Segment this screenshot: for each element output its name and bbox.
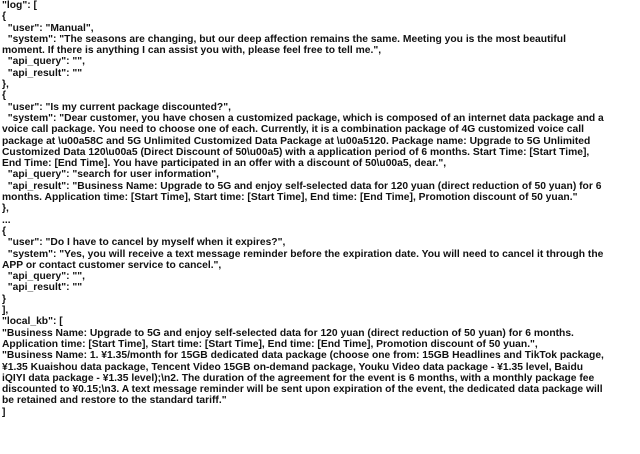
- text-line: "api_result": "": [2, 67, 83, 79]
- text-line: voice call package. You need to choose one of each. Currently, it is a combination package of 4G customized voice call: [2, 124, 584, 136]
- text-line: "system": "The seasons are changing, but our deep affection remains the same. Meeting you is the most beautiful: [2, 33, 566, 45]
- text-line: "local_kb": [: [2, 316, 63, 328]
- text-line: APP or contact customer service to cancel.",: [2, 259, 222, 271]
- text-line: "user": "Do I have to cancel by myself when it expires?",: [2, 237, 286, 249]
- text-line: Customized Data 120\u00a5 (Direct Discount of 50\u00a5) with a application period of 6 months. Start Time: [Start Time],: [2, 146, 590, 158]
- text-line: "log": [: [2, 0, 37, 11]
- text-line: "user": "Is my current package discounted?",: [2, 101, 231, 113]
- text-line: {: [2, 225, 7, 237]
- text-line: "api_query": "",: [2, 56, 86, 68]
- text-line: {: [2, 11, 7, 23]
- text-line: {: [2, 90, 7, 102]
- text-line: ...: [2, 214, 11, 226]
- text-line: },: [2, 203, 9, 215]
- text-line: "Business Name: 1. ¥1.35/month for 15GB dedicated data package (choose one from: 15GB Headlines and TikTok package,: [2, 350, 604, 362]
- text-line: months. Application time: [Start Time], Start time: [Start Time], End time: [End Time], Promotion discount of 50 yuan.": [2, 192, 578, 204]
- text-line: be retained and restore to the standard tariff.": [2, 395, 227, 407]
- text-line: "api_query": "",: [2, 271, 86, 283]
- text-line: Application time: [Start Time], Start time: [Start Time], End time: [End Time], Promotion discount of 50 yuan.",: [2, 338, 538, 350]
- text-line: "Business Name: Upgrade to 5G and enjoy self-selected data for 120 yuan (direct reduction of 50 yuan) for 6 months.: [2, 327, 574, 339]
- text-line: ¥1.35 Kuaishou data package, Tencent Video 15GB on-demand package, Youku Video data package - ¥1.35 level, Baidu: [2, 361, 584, 373]
- text-line: discounted to ¥0.15;\n3. A text message reminder will be sent upon expiration of the event, the dedicated data package will: [2, 384, 603, 396]
- text-line: "api_query": "search for user information",: [2, 169, 219, 181]
- text-line: },: [2, 79, 9, 91]
- text-line: "system": "Yes, you will receive a text message reminder before the expiration date. You will need to cancel it through the: [2, 248, 604, 260]
- text-line: "api_result": "": [2, 282, 83, 294]
- text-line: ],: [2, 305, 9, 317]
- text-line: "system": "Dear customer, you have chosen a customized package, which is composed of an internet data package and a: [2, 112, 604, 124]
- text-line: }: [2, 293, 7, 305]
- text-line: iQIYI data package - ¥1.35 level);\n2. The duration of the agreement for the event is 6 months, with a monthly package fee: [2, 372, 595, 384]
- text-line: ]: [2, 406, 6, 418]
- text-line: [2, 418, 640, 429]
- text-line: "api_result": "Business Name: Upgrade to 5G and enjoy self-selected data for 120 yuan (direct reduction of 50 yuan) for 6: [2, 180, 602, 192]
- text-line: moment. If there is anything I can assist you with, please feel free to tell me.",: [2, 45, 382, 57]
- text-line: "user": "Manual",: [2, 22, 94, 34]
- text-line: package at \u00a58C and 5G Unlimited Customized Data Package at \u00a5120. Package name: Upgrade to 5G Unlimited: [2, 135, 591, 147]
- text-line: End Time: [End Time]. You have participated in an offer with a discount of 50\u00a5, dear.",: [2, 158, 447, 170]
